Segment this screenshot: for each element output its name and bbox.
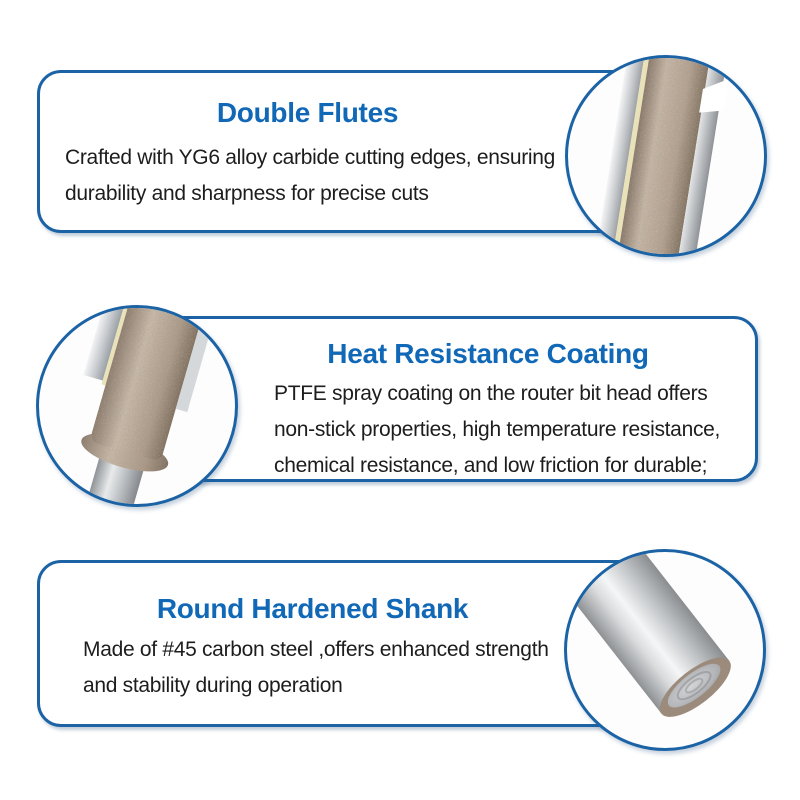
description-line: chemical resistance, and low friction for durable; <box>274 454 708 477</box>
coated-head <box>39 308 224 504</box>
feature-heading-round-hardened-shank: Round Hardened Shank <box>156 593 469 624</box>
description-line: Crafted with YG6 alloy carbide cutting edges, ensuring <box>65 146 556 169</box>
description-line: Made of #45 carbon steel ,offers enhanced strength <box>83 638 549 661</box>
round-shank-closeup-photo <box>564 549 766 751</box>
feature-description-heat-resistance-coating <box>274 376 720 484</box>
flute-photo-illustration <box>568 58 764 254</box>
round-shank-photo-illustration <box>567 552 763 748</box>
description-line: durability and sharpness for precise cuts <box>65 182 429 205</box>
feature-heading-double-flutes: Double Flutes <box>216 97 399 128</box>
coated-head-photo-illustration <box>39 308 235 504</box>
description-line: PTFE spray coating on the router bit head offers <box>274 382 708 405</box>
description-line: non-stick properties, high temperature resistance, <box>274 418 721 441</box>
flute-bar <box>591 58 736 254</box>
feature-description-double-flutes <box>65 140 555 212</box>
feature-heading-heat-resistance-coating: Heat Resistance Coating <box>327 338 649 369</box>
coated-head-closeup-photo <box>36 305 238 507</box>
feature-description-round-hardened-shank <box>83 632 549 704</box>
shank-cylinder <box>567 552 740 727</box>
flute-closeup-photo <box>565 55 767 257</box>
description-line: and stability during operation <box>83 674 343 697</box>
